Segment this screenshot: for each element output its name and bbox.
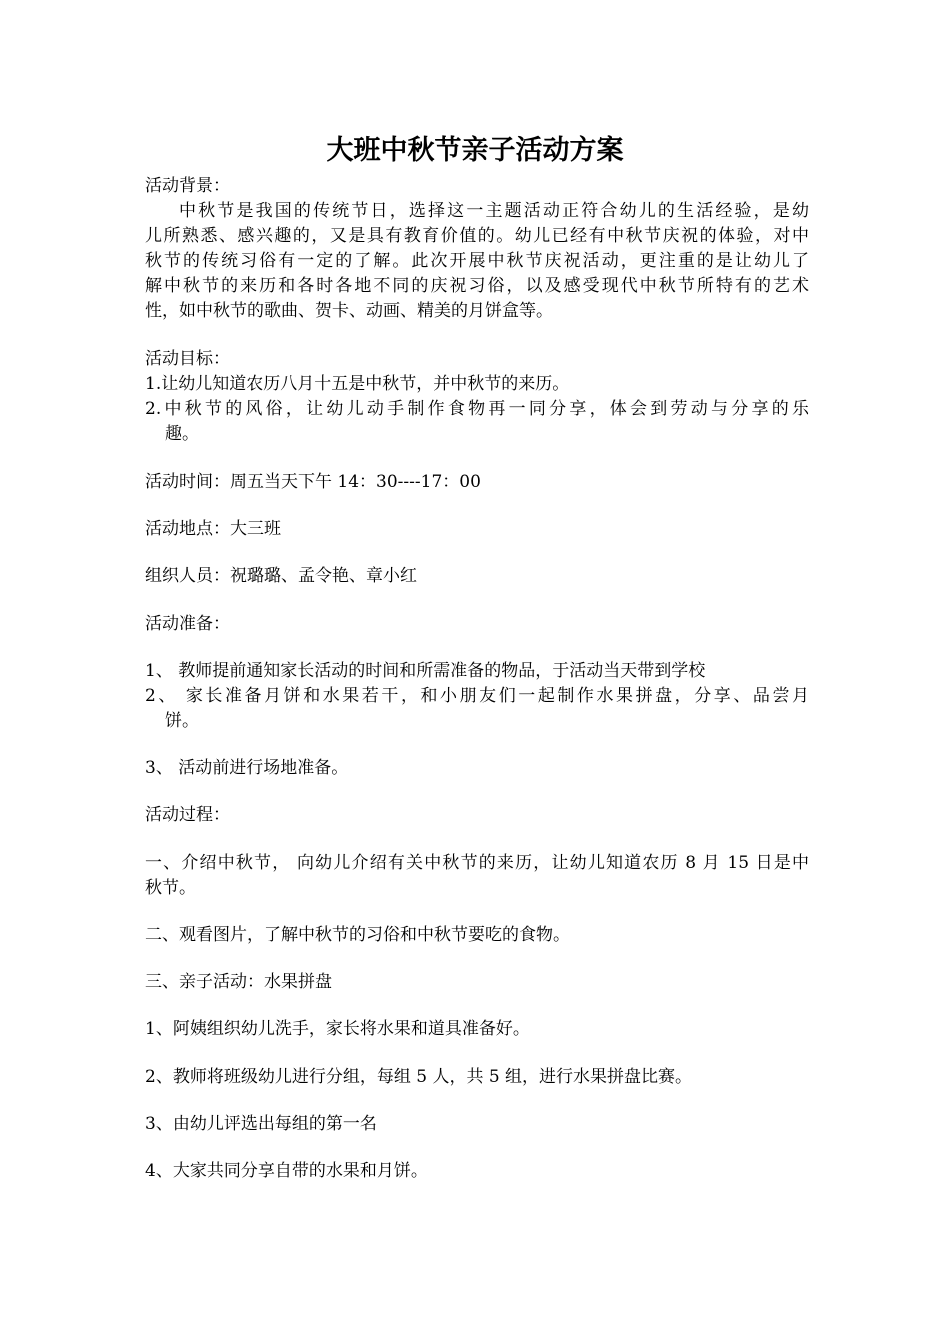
- process-step-3-block: [145, 970, 809, 995]
- preparation-item-3: 3、 活动前进行场地准备。: [145, 758, 349, 778]
- goals-section: [145, 347, 809, 447]
- preparation-item-3-block: [145, 756, 809, 781]
- process-heading: 活动过程：: [145, 805, 230, 825]
- goals-item-2-cont: 趣。: [165, 424, 199, 444]
- goals-item-2: 2.中秋节的风俗，让幼儿动手制作食物再一同分享，体会到劳动与分享的乐: [145, 399, 809, 419]
- activity-place: 活动地点：大三班: [145, 519, 281, 539]
- process-heading-block: [145, 803, 809, 828]
- preparation-heading-block: [145, 612, 809, 637]
- process-sub-3: 3、由幼儿评选出每组的第一名: [145, 1114, 377, 1134]
- preparation-item-2-cont: 饼。: [165, 711, 199, 731]
- process-sub-1: 1、阿姨组织幼儿洗手，家长将水果和道具准备好。: [145, 1019, 530, 1039]
- preparation-section: [145, 659, 809, 734]
- organizers-section: [145, 564, 809, 589]
- process-step-1: 一、介绍中秋节， 向幼儿介绍有关中秋节的来历，让幼儿知道农历 8 月 15 日是中: [145, 853, 809, 873]
- process-sub-4: 4、大家共同分享自带的水果和月饼。: [145, 1161, 428, 1181]
- process-sub-2-block: [145, 1065, 809, 1090]
- process-step-1-cont: 秋节。: [145, 878, 196, 898]
- process-step-1-block: [145, 851, 809, 901]
- background-line-1: 中秋节是我国的传统节日，选择这一主题活动正符合幼儿的生活经验，是幼: [179, 201, 809, 221]
- preparation-item-2: 2、 家长准备月饼和水果若干，和小朋友们一起制作水果拼盘，分享、品尝月: [145, 686, 809, 706]
- background-heading: 活动背景：: [145, 176, 230, 196]
- activity-organizers: 组织人员：祝璐璐、孟令艳、章小红: [145, 566, 417, 586]
- goals-heading: 活动目标：: [145, 349, 230, 369]
- process-step-2-block: [145, 923, 809, 948]
- preparation-item-1: 1、 教师提前通知家长活动的时间和所需准备的物品，于活动当天带到学校: [145, 661, 706, 681]
- activity-time: 活动时间：周五当天下午 14：30----17：00: [145, 472, 481, 492]
- background-line-3: 秋节的传统习俗有一定的了解。此次开展中秋节庆祝活动，更注重的是让幼儿了: [145, 251, 809, 271]
- background-section: [145, 174, 809, 324]
- background-line-5: 性，如中秋节的歌曲、贺卡、动画、精美的月饼盒等。: [145, 301, 553, 321]
- process-sub-4-block: [145, 1159, 809, 1184]
- background-line-4: 解中秋节的来历和各时各地不同的庆祝习俗，以及感受现代中秋节所特有的艺术: [145, 276, 809, 296]
- process-step-2: 二、观看图片，了解中秋节的习俗和中秋节要吃的食物。: [145, 925, 570, 945]
- place-section: [145, 517, 809, 542]
- document-title: 大班中秋节亲子活动方案: [326, 135, 624, 166]
- goals-item-1: 1.让幼儿知道农历八月十五是中秋节，并中秋节的来历。: [145, 374, 570, 394]
- time-section: [145, 470, 809, 495]
- process-sub-3-block: [145, 1112, 809, 1137]
- background-line-2: 儿所熟悉、感兴趣的，又是具有教育价值的。幼儿已经有中秋节庆祝的体验，对中: [145, 226, 809, 246]
- preparation-heading: 活动准备：: [145, 614, 230, 634]
- process-sub-2: 2、教师将班级幼儿进行分组，每组 5 人，共 5 组，进行水果拼盘比赛。: [145, 1067, 693, 1087]
- process-sub-1-block: [145, 1017, 809, 1042]
- process-step-3: 三、亲子活动：水果拼盘: [145, 972, 332, 992]
